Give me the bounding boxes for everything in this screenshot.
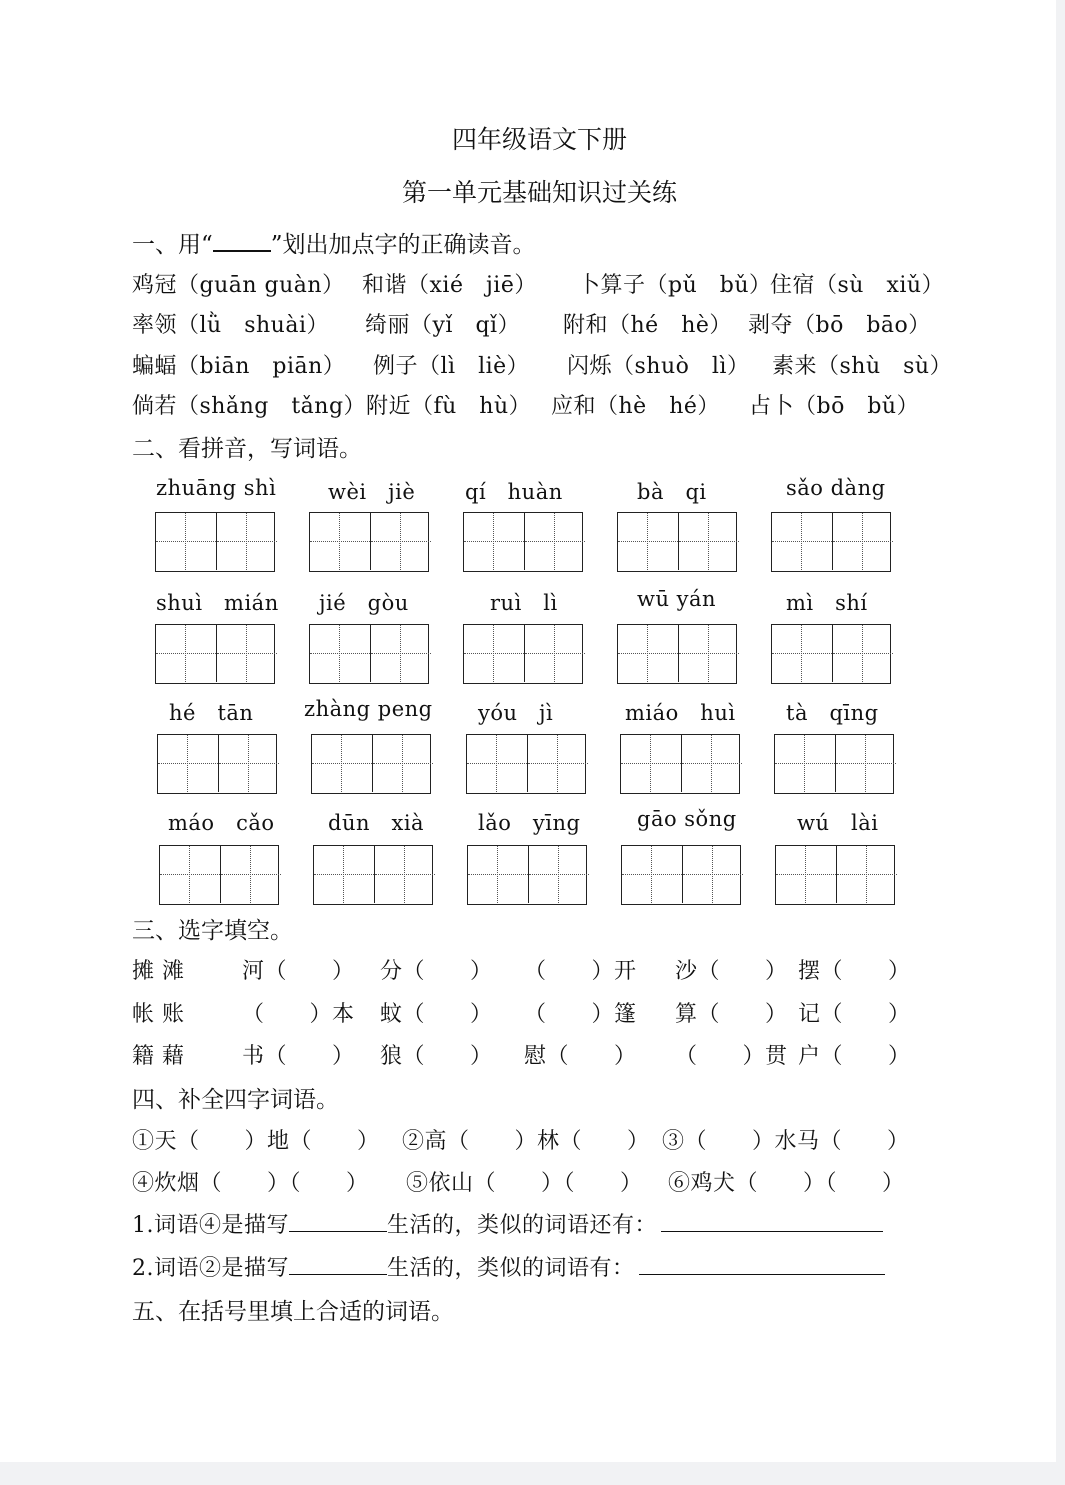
writing-grid[interactable] [157,734,277,794]
q1-text-b: 生活的，类似的词语还有： [387,1213,658,1238]
section2-heading: 二、看拼音，写词语。 [132,436,362,462]
writing-grid[interactable] [311,734,431,794]
section1-heading-pre: 一、用“ [132,232,213,258]
s1-r3-i3: 闪烁（shuò lì） [567,354,750,379]
s3-blank: 记（ ） [798,1002,911,1027]
section1-heading [132,226,536,259]
section1-heading-post: ”划出加点字的正确读音。 [270,232,536,258]
section4-heading: 四、补全四字词语。 [132,1087,339,1113]
writing-grid[interactable] [309,512,429,572]
s1-item [365,308,520,339]
pinyin-label: wū yán [637,587,717,611]
pinyin-label: sǎo dàng [786,476,886,500]
writing-grid[interactable] [155,512,275,572]
q2-text-a: 2.词语②是描写 [132,1256,289,1281]
writing-grid[interactable] [159,845,279,905]
s1-item [578,268,772,299]
s4-idiom: ①天（ ）地（ ） [132,1129,380,1154]
s3-blank: （ ）贯 [675,1044,788,1069]
s4-idiom: ②高（ ）林（ ） [402,1129,650,1154]
s3-blank: 算（ ） [675,1002,788,1027]
pinyin-label: zhàng peng [304,697,433,721]
pinyin-label: wèi jiè [328,480,416,504]
section5-heading: 五、在括号里填上合适的词语。 [132,1299,454,1325]
s3-blank: （ ）篷 [524,1002,637,1027]
pinyin-label: dūn xià [328,811,425,835]
s1-r2-i2: 绮丽（yǐ qǐ） [365,313,521,338]
s1-r4-i4: 占卜（bō bǔ） [749,394,920,419]
pinyin-label: mì shí [786,591,868,615]
writing-grid[interactable] [617,624,737,684]
s1-item [749,389,919,420]
s1-r1-i2: 和谐（xié jiē） [362,273,537,298]
s1-item [770,268,944,299]
s4-idiom: ⑤依山（ ）（ ） [406,1171,643,1196]
writing-grid[interactable] [463,512,583,572]
pinyin-label: máo cǎo [168,811,275,835]
s3-chars: 籍 藉 [132,1044,185,1069]
s3-blank: 户（ ） [798,1044,911,1069]
q1-text-a: 1.词语④是描写 [132,1213,289,1238]
pinyin-label: jié gòu [319,591,409,615]
s4-idiom: ④炊烟（ ）（ ） [132,1171,369,1196]
s1-item [551,389,720,420]
s4-question-2 [132,1251,885,1282]
underline-sample [213,232,271,252]
s1-item [132,389,366,420]
writing-grid[interactable] [617,512,737,572]
pinyin-label: yóu jì [478,701,554,725]
s1-r4-i2: 附近（fù hù） [366,394,532,419]
s3-blank: 狼（ ） [380,1044,493,1069]
s1-item [132,349,345,380]
s1-r1-i3: 卜算子（pǔ bǔ） [578,273,772,298]
writing-grid[interactable] [155,624,275,684]
s1-item [132,268,345,299]
pinyin-label: gāo sǒng [637,807,737,831]
s3-chars: 帐 账 [132,1002,185,1027]
s3-chars: 摊 滩 [132,959,185,984]
page-title: 四年级语文下册 [452,125,628,154]
s3-blank: （ ）开 [524,959,637,984]
q2-text-b: 生活的，类似的词语有： [387,1256,635,1281]
s3-blank: 书（ ） [242,1044,355,1069]
s1-item [563,308,732,339]
pinyin-label: miáo huì [625,701,736,725]
s1-r4-i1: 倘若（shǎng tǎng） [132,394,367,419]
s1-r3-i4: 素来（shù sù） [772,354,953,379]
pinyin-label: lǎo yīng [478,811,581,835]
pinyin-label: bà qi [637,480,707,504]
s1-r1-i4: 住宿（sù xiǔ） [770,273,945,298]
writing-grid[interactable] [771,512,891,572]
writing-grid[interactable] [620,734,740,794]
pinyin-label: shuì mián [156,591,279,615]
s3-blank: （ ）本 [242,1002,355,1027]
q1-blank-2[interactable] [661,1211,883,1232]
s1-r3-i2: 例子（lì liè） [373,354,530,379]
s3-blank: 沙（ ） [675,959,788,984]
writing-grid[interactable] [771,624,891,684]
writing-grid[interactable] [309,624,429,684]
q2-blank-2[interactable] [639,1254,885,1275]
s1-item [373,349,529,380]
s1-r3-i1: 蝙蝠（biān piān） [132,354,346,379]
writing-grid[interactable] [313,845,433,905]
s3-blank: 慰（ ） [524,1044,637,1069]
s3-blank: 摆（ ） [798,959,911,984]
pinyin-label: zhuāng shì [156,476,277,500]
writing-grid[interactable] [621,845,741,905]
s3-blank: 分（ ） [380,959,493,984]
s1-r1-i1: 鸡冠（guān guàn） [132,273,345,298]
writing-grid[interactable] [774,734,894,794]
s1-r2-i3: 附和（hé hè） [563,313,732,338]
writing-grid[interactable] [463,624,583,684]
s1-item [366,389,531,420]
pinyin-label: wú lài [797,811,879,835]
s1-item [362,268,537,299]
q2-blank-1[interactable] [289,1254,387,1275]
s3-blank: 河（ ） [242,959,355,984]
s1-r2-i1: 率领（lǜ shuài） [132,313,329,338]
writing-grid[interactable] [775,845,895,905]
pinyin-label: qí huàn [465,480,563,504]
writing-grid[interactable] [466,734,586,794]
s1-item [132,308,329,339]
s1-item [748,308,931,339]
s4-question-1 [132,1208,883,1239]
s3-blank: 蚊（ ） [380,1002,493,1027]
s1-item [567,349,749,380]
writing-grid[interactable] [467,845,587,905]
pinyin-label: tà qīng [786,701,879,725]
s1-r4-i3: 应和（hè hé） [551,394,720,419]
s4-idiom: ③（ ）水马（ ） [662,1129,910,1154]
pinyin-label: hé tān [169,701,254,725]
s4-idiom: ⑥鸡犬（ ）（ ） [668,1171,905,1196]
s1-item [772,349,952,380]
page-subtitle: 第一单元基础知识过关练 [402,178,678,207]
pinyin-label: ruì lì [490,591,558,615]
s1-r2-i4: 剥夺（bō bāo） [748,313,931,338]
q1-blank-1[interactable] [289,1211,387,1232]
section3-heading: 三、选字填空。 [132,918,293,944]
